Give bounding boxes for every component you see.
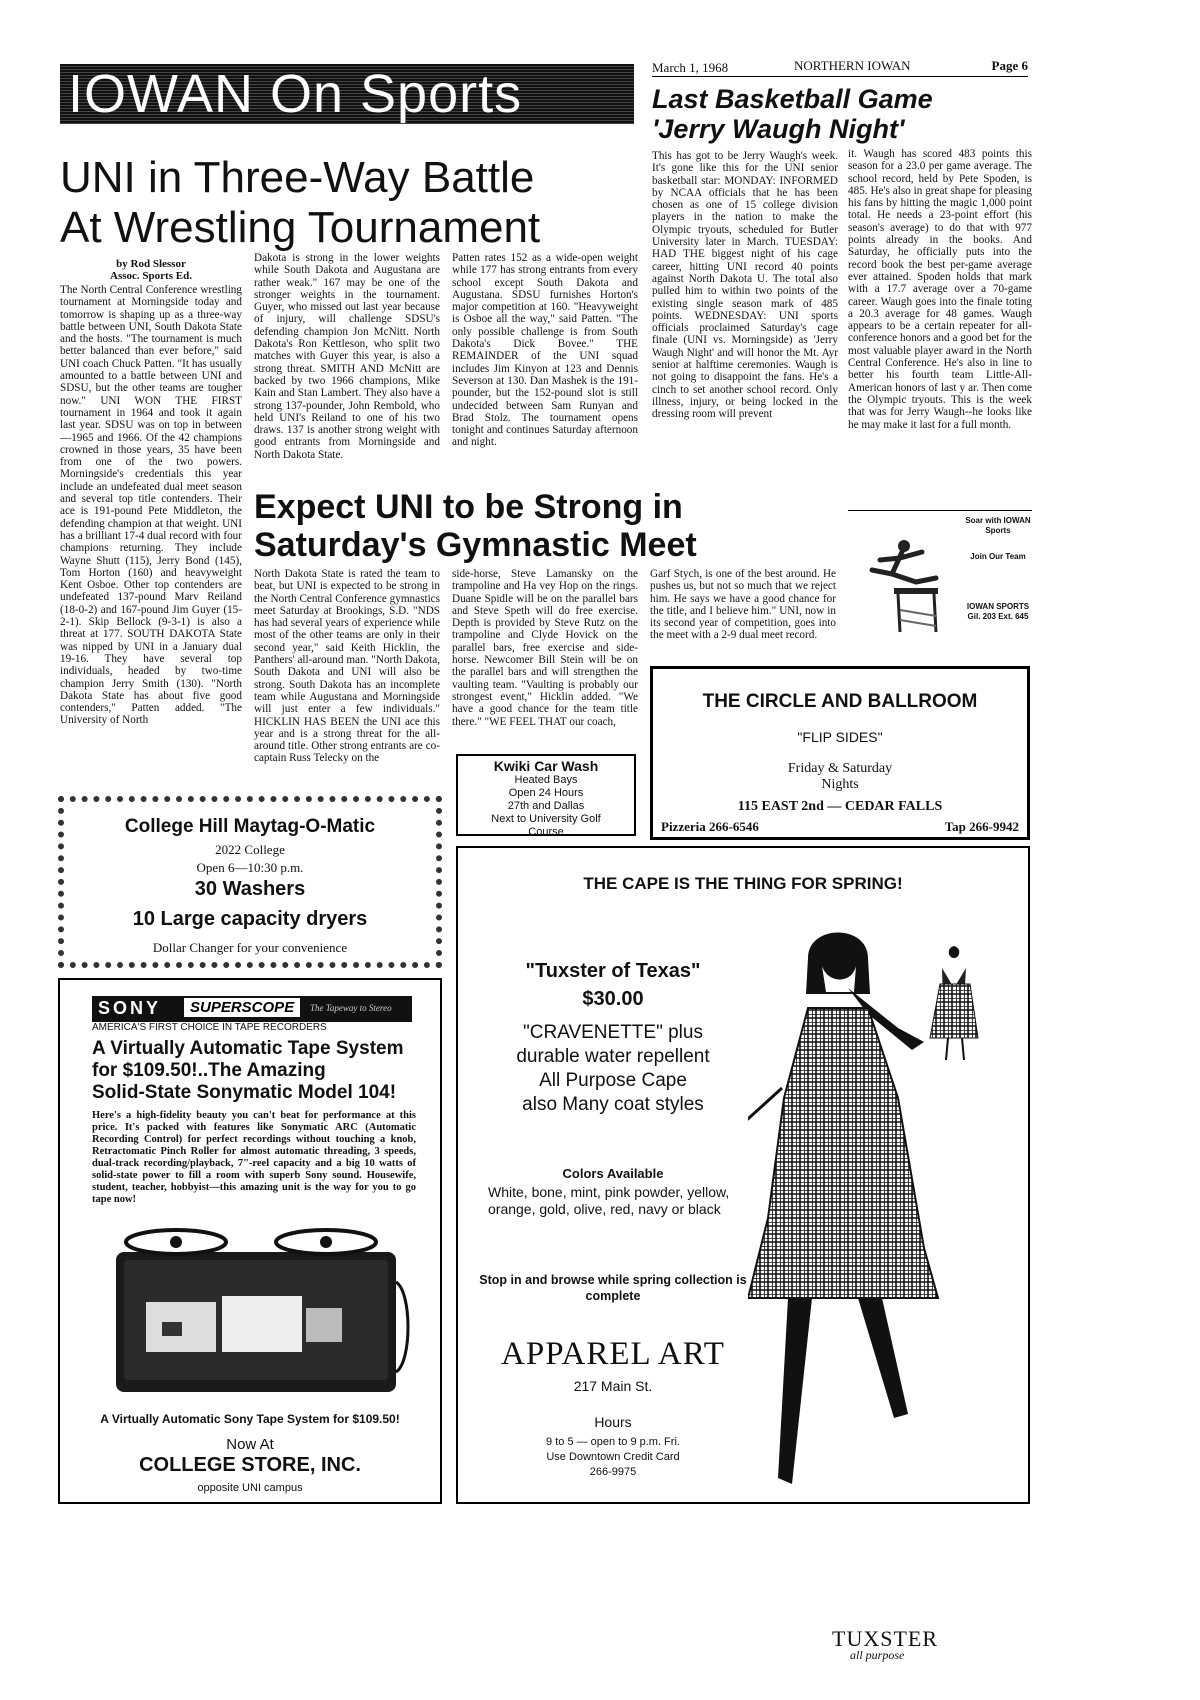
sony-now-at: Now At	[226, 1436, 274, 1453]
byline-title: Assoc. Sports Ed.	[110, 270, 192, 282]
page-number: Page 6	[991, 58, 1028, 73]
apparel-art-name: APPAREL ART	[501, 1336, 725, 1372]
cape-ad	[456, 846, 1030, 1662]
sony-tagline: The Tapeway to Stereo	[310, 1003, 392, 1013]
page-header	[652, 58, 1028, 78]
cape-model-illustration	[748, 918, 1028, 1498]
apparel-art-phone: 266-9975	[589, 1466, 637, 1478]
maytag-dryers: 10 Large capacity dryers	[132, 908, 368, 930]
circle-days: Friday & Saturday	[787, 761, 893, 776]
sony-choice: AMERICA'S FIRST CHOICE IN TAPE RECORDERS	[92, 1022, 327, 1033]
superscope-brand: SUPERSCOPE	[184, 998, 300, 1017]
kwiki-line-3: 27th and Dallas	[507, 800, 585, 812]
sony-logo-bar	[92, 996, 412, 1022]
kwiki-line-4: Next to University Golf	[491, 813, 601, 825]
wrestling-col-3: Patten rates 152 as a wide-open weight while 177 has strong entrants from every school except South Dakota and Augustana. SDSU furnishes Horton's major competition at 160. "Heavyweight is Osboe all the way," said Patten. "The only possible challenge is from South Dakota's Dick Bovee." THE REMAINDER of the UNI squad includes Jim Kinyon at 123 and Dennis Severson at 130. Dan Mashek is the 191-pounder, but the 152-pound slot is still undecided between Sam Runyan and Brad Stolz. The tournament opens tonight and continues Saturday afternoon and night.	[452, 252, 638, 449]
kwiki-line-2: Open 24 Hours	[508, 787, 584, 799]
kwiki-name: Kwiki Car Wash	[493, 758, 599, 774]
gymnastics-col-1: North Dakota State is rated the team to beat, but UNI is expected to be strong in the North Central Conference gymnastics meet Saturday at Brookings, S.D. "NDS has had several years of experience while most of the other teams are only in their second year," said Keith Hicklin, the Panthers' all-around man. "North Dakota, South Dakota and UNI will also be strong. South Dakota has an incomplete team while Augustana and Morningside will just enter a few individuals." HICKLIN HAS BEEN the UNI ace this year and is a strong threat for the all-around title. Other strong entrants are co-captain Russ Telecky on the	[254, 568, 440, 765]
cape-brand: "Tuxster of Texas"	[525, 960, 701, 982]
tuxster-logo-tagline: all purpose	[850, 1648, 905, 1662]
circle-name: THE CIRCLE AND BALLROOM	[702, 691, 978, 712]
maytag-hours: Open 6—10:30 p.m.	[196, 860, 304, 875]
promo-soar: Soar with IOWAN Sports	[965, 516, 1031, 535]
tape-recorder-image	[106, 1212, 412, 1396]
sony-store-location: opposite UNI campus	[197, 1482, 303, 1494]
circle-act: "FLIP SIDES"	[797, 729, 883, 745]
apparel-art-hours-heading: Hours	[594, 1414, 632, 1430]
issue-date: March 1, 1968	[652, 60, 729, 75]
column-rule	[848, 510, 1032, 511]
sony-headline-1: A Virtually Automatic Tape System	[92, 1038, 404, 1059]
sony-body: Here's a high-fidelity beauty you can't beat for performance at this price. It's packed with features like Sonymatic ARC (Automatic Recording Control) for perfect recordings without touching a knob, Retractomatic Pinch Roller for almost automatic threading, 3 speeds, dual-track recording/playback, 7"-reel capacity and a big 10 watts of solid-state power to fill a room with superb Sony sound. Housewife, student, teacher, hobbyist—this amazing unit is the way for you to go tape now!	[92, 1110, 416, 1205]
cape-price: $30.00	[582, 988, 644, 1010]
basketball-col-1: This has got to be Jerry Waugh's week. It's gone like this for the UNI senior basketball star: MONDAY: INFORMED by NCAA officials that he has been chosen as one of 15 college division players in the nation to make the Olympic tryouts, scheduled for Butler University later in March. TUESDAY: HAD THE biggest night of his cage career, hitting UNI record 40 points against North Dakota U. The total also pulled him to within two points of the existing single season mark of 485 points. WEDNESDAY: UNI sports officials proclaimed Saturday's cage finale (UNI vs. Morningside) as 'Jerry Waugh Night' and will honor the Mt. Ayr senior at halftime ceremonies. Waugh is not going to disappoint the fans. He's a cinch to set another school record. Only illness, injury, or being locked in the dressing room will prevent	[652, 150, 838, 421]
byline	[60, 258, 242, 282]
sony-brand: SONY	[98, 998, 162, 1018]
maytag-changer: Dollar Changer for your convenience	[152, 940, 348, 955]
apparel-art-hours-2: Use Downtown Credit Card	[546, 1451, 680, 1463]
circle-nights: Nights	[821, 777, 859, 792]
basketball-headline-1: Last Basketball Game	[652, 84, 933, 114]
gymnastics-headline-1: Expect UNI to be Strong in	[254, 488, 683, 526]
cape-line-3: All Purpose Cape	[539, 1070, 687, 1091]
basketball-headline-2: 'Jerry Waugh Night'	[652, 114, 905, 144]
cape-colors-heading: Colors Available	[562, 1166, 664, 1181]
gymnastics-col-3: Garf Stych, is one of the best around. He pushes us, but not so much that we reject him. He says we have a good chance for the title, and I believe him." UNI, now in its second year of competition, goes into the meet with a 2-9 dual meet record.	[650, 568, 836, 642]
byline-author: by Rod Slessor	[116, 258, 186, 270]
sony-headline-2: for $109.50!..The Amazing	[92, 1060, 326, 1081]
circle-tap: Tap 266-9942	[944, 819, 1019, 834]
apparel-art-hours-1: 9 to 5 — open to 9 p.m. Fri.	[546, 1436, 680, 1448]
kwiki-ad	[456, 754, 636, 836]
maytag-name: College Hill Maytag-O-Matic	[124, 816, 376, 837]
section-banner: IOWAN On Sports	[60, 64, 634, 124]
wrestling-headline-1: UNI in Three-Way Battle	[60, 153, 535, 202]
circle-pizzeria: Pizzeria 266-6546	[661, 819, 759, 834]
maytag-washers: 30 Washers	[194, 878, 306, 900]
maytag-address: 2022 College	[215, 842, 285, 857]
newspaper-name: NORTHERN IOWAN	[794, 58, 911, 73]
sony-headline-3: Solid-State Sonymatic Model 104!	[92, 1082, 397, 1103]
gymnastics-headline-2: Saturday's Gymnastic Meet	[254, 526, 697, 564]
tuxster-logo: TUXSTER	[832, 1626, 938, 1651]
gymnastics-col-2: side-horse, Steve Lamansky on the trampoline and Ha vey Hop on the rings. Duane Spidle will be on the parallel bars and Steve Speth will do free exercise. Depth is provided by Steve Rutz on the trampoline and Clyde Hovick on the parallel bars, free exercise and side-horse. Newcomer Bill Stein will be on the parallel bars and will strengthen the vaulting team. "Vaulting is probably our strongest event," Hicklin added. "We have a good chance for the team title there." "WE FEEL THAT our coach,	[452, 568, 638, 728]
kwiki-line-5: Course	[528, 826, 564, 838]
sony-store-name: COLLEGE STORE, INC.	[139, 1454, 361, 1476]
header-rule	[652, 76, 1028, 77]
hurdler-icon	[852, 530, 962, 640]
wrestling-col-2: Dakota is strong in the lower weights while South Dakota and Augustana are rather weak." 167 may be one of the stronger weights in the tournament. Guyer, who missed out last year because of injury, will challenge SDSU's defending champion Jon McNitt. North Dakota's Ron Kettleson, who split two matches with Guyer this year, is also a strong threat. SMITH AND McNitt are backed by two 1966 champions, Mike Kain and Stan Lambert. They also have a strong 137-pounder, John Rembold, who held UNI's Reiland to one of his two draws. 137 is another strong weight with good entrants from Morningside and North Dakota State.	[254, 252, 440, 461]
cape-line-4: also Many coat styles	[522, 1094, 704, 1115]
wrestling-col-1: The North Central Conference wrestling tournament at Morningside today and tomorrow is shaping up as a three-way battle between UNI, South Dakota State and the hosts. "The tournament is much better balanced than ever before," said UNI coach Chuck Patten. "It has usually amounted to a battle between UNI and SDSU, but the other teams are tougher now." UNI WON THE FIRST tournament in 1964 and took it again last year. SDSU was on top in between—1965 and 1966. Of the 42 champions crowned in those years, 35 have been from one of the two powers. Morningside's credentials this year include an undefeated dual meet season and several top title contenders. Their ace is 191-pound Pete Middleton, the defending champion at that weight. UNI has a brilliant 17-4 dual record with four champions returning. They include Wayne Shutt (115), Jerry Bond (145), Tom Horton (160) and heavyweight Kent Osboe. Other top contenders are undefeated 137-pound Marv Reiland (18-0-2) and 167-pound Jim Guyer (15-2-1). Skip Bellock (9-3-1) is also a threat at 177. SOUTH DAKOTA State was nipped by UNI in a January dual 19-16. They have several top individuals, headed by two-time champion Jerry Smith (130). "North Dakota State has about five good contenders," Patten added. "The University of North	[60, 284, 242, 727]
kwiki-line-1: Heated Bays	[514, 774, 578, 786]
circle-ballroom-ad	[650, 666, 1030, 840]
apparel-art-address: 217 Main St.	[573, 1378, 653, 1394]
maytag-ad	[58, 796, 442, 968]
cape-line-1: "CRAVENETTE" plus	[523, 1022, 703, 1043]
circle-address: 115 EAST 2nd — CEDAR FALLS	[737, 799, 943, 814]
promo-contact: IOWAN SPORTS Gil. 203 Ext. 645	[966, 602, 1030, 621]
sony-caption: A Virtually Automatic Sony Tape System for $109.50!	[100, 1412, 400, 1426]
cape-colors: White, bone, mint, pink powder, yellow, orange, gold, olive, red, navy or black	[488, 1184, 730, 1217]
cape-line-2: durable water repellent	[516, 1046, 710, 1067]
cape-headline: THE CAPE IS THE THING FOR SPRING!	[583, 874, 903, 893]
wrestling-headline-2: At Wrestling Tournament	[60, 203, 541, 252]
sony-ad	[58, 978, 442, 1504]
sports-promo	[848, 516, 1032, 656]
cape-browse: Stop in and browse while spring collection is complete	[479, 1273, 747, 1303]
basketball-col-2: it. Waugh has scored 483 points this season for a 23.0 per game average. The school record, held by Pete Spoden, is 485. He's also in great shape for pleasing his fans by hitting the magic 1,000 point total. He needs a 23-point effort (his season's average) to do that with 977 points already in the books. And Saturday, he officially puts into the record book the best per-game average ever attained. Spoden holds that mark with a 17.7 average over a 70-game career. Waugh goes into the finale toting a 20.3 average for 48 games. Waugh appears to be a certain repeater for all-conference honors and a good bet for the most valuable player award in the North Central Conference. He's also in line to better his fourth team Little-All-American honors of last y ar. Then come the Olympic tryouts. This is the week that was for Jerry Waugh--he looks like he may make it last for a full month.	[848, 148, 1032, 431]
promo-join: Join Our Team	[970, 552, 1026, 561]
